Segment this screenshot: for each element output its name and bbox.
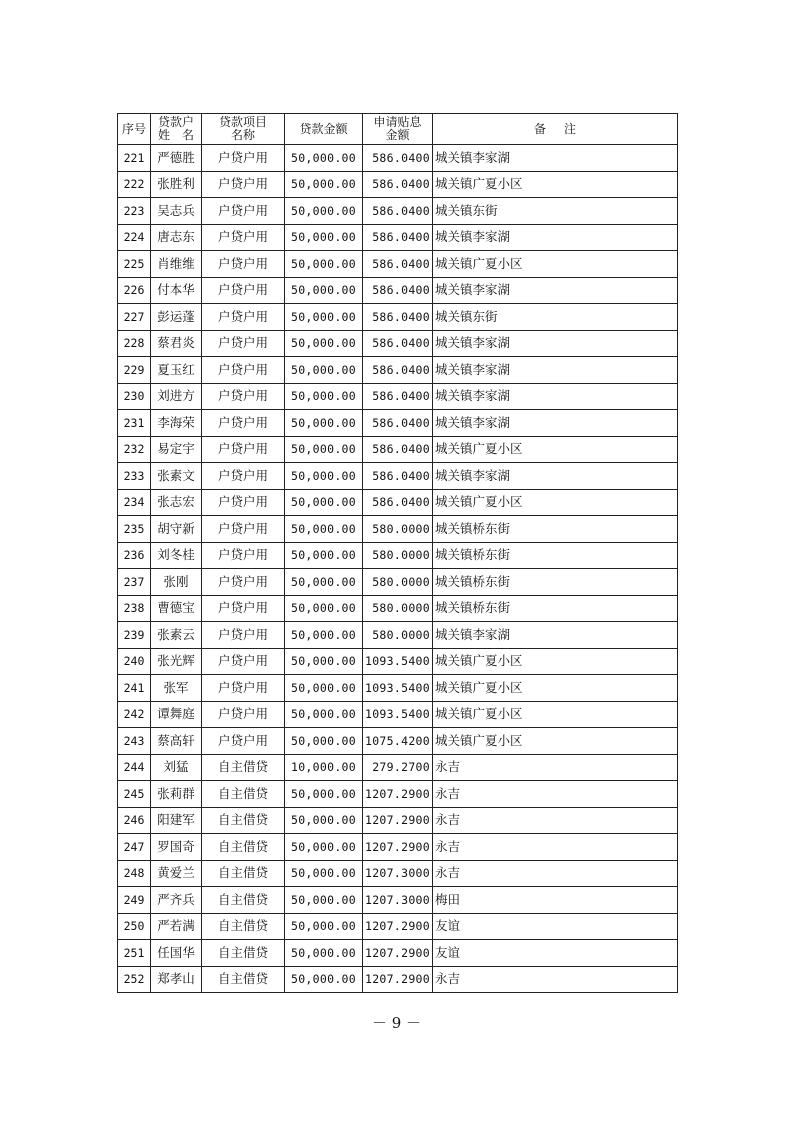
table-row: [118, 251, 678, 278]
row-subsidy-amount: 1207.2900: [363, 966, 433, 993]
row-subsidy-amount: 1093.5400: [363, 701, 433, 728]
table-row: [118, 622, 678, 649]
row-loan-amount: 50,000.00: [285, 913, 363, 940]
row-project-name: 户贷户用: [202, 357, 285, 384]
row-project-name: 户贷户用: [202, 516, 285, 543]
row-project-name: 户贷户用: [202, 410, 285, 437]
row-loan-amount: 50,000.00: [285, 489, 363, 516]
table-row: [118, 701, 678, 728]
row-project-name: 户贷户用: [202, 542, 285, 569]
table-row: [118, 542, 678, 569]
row-loan-amount: 50,000.00: [285, 198, 363, 225]
header-borrower-line1: 贷款户: [157, 115, 194, 129]
table-row: [118, 198, 678, 225]
row-borrower-name: 夏玉红: [151, 357, 202, 384]
table-row: [118, 781, 678, 808]
row-subsidy-amount: 586.0400: [363, 145, 433, 172]
row-borrower-name: 刘进方: [151, 383, 202, 410]
row-borrower-name: 吴志兵: [151, 198, 202, 225]
row-note: 城关镇东街: [433, 304, 678, 331]
row-note: 永吉: [433, 754, 678, 781]
loan-subsidy-table: [117, 113, 678, 993]
row-note: 友谊: [433, 940, 678, 967]
row-project-name: 户贷户用: [202, 648, 285, 675]
table-row: [118, 940, 678, 967]
row-seq: 238: [118, 595, 151, 622]
row-project-name: 户贷户用: [202, 728, 285, 755]
row-loan-amount: 50,000.00: [285, 648, 363, 675]
row-borrower-name: 胡守新: [151, 516, 202, 543]
row-borrower-name: 郑孝山: [151, 966, 202, 993]
row-borrower-name: 严齐兵: [151, 887, 202, 914]
row-seq: 231: [118, 410, 151, 437]
row-subsidy-amount: 1207.2900: [363, 781, 433, 808]
row-note: 永吉: [433, 860, 678, 887]
row-borrower-name: 张军: [151, 675, 202, 702]
table-header-row: [118, 114, 678, 145]
row-subsidy-amount: 580.0000: [363, 595, 433, 622]
table-row: [118, 675, 678, 702]
row-note: 城关镇广夏小区: [433, 701, 678, 728]
page-number: － 9 －: [371, 1014, 422, 1032]
row-loan-amount: 50,000.00: [285, 463, 363, 490]
row-seq: 232: [118, 436, 151, 463]
row-subsidy-amount: 1207.2900: [363, 913, 433, 940]
row-subsidy-amount: 586.0400: [363, 383, 433, 410]
table-row: [118, 171, 678, 198]
row-seq: 242: [118, 701, 151, 728]
row-subsidy-amount: 1207.2900: [363, 834, 433, 861]
row-note: 城关镇李家湖: [433, 357, 678, 384]
table-row: [118, 463, 678, 490]
row-note: 城关镇广夏小区: [433, 251, 678, 278]
table-row: [118, 648, 678, 675]
row-seq: 243: [118, 728, 151, 755]
row-borrower-name: 严若满: [151, 913, 202, 940]
row-seq: 250: [118, 913, 151, 940]
row-loan-amount: 50,000.00: [285, 436, 363, 463]
row-seq: 251: [118, 940, 151, 967]
row-subsidy-amount: 1075.4200: [363, 728, 433, 755]
row-borrower-name: 黄爱兰: [151, 860, 202, 887]
row-project-name: 户贷户用: [202, 277, 285, 304]
row-borrower-name: 李海荣: [151, 410, 202, 437]
table-row: [118, 410, 678, 437]
row-project-name: 自主借贷: [202, 940, 285, 967]
row-borrower-name: 张志宏: [151, 489, 202, 516]
row-seq: 252: [118, 966, 151, 993]
row-seq: 228: [118, 330, 151, 357]
row-borrower-name: 张胜利: [151, 171, 202, 198]
header-project: [202, 114, 285, 145]
row-subsidy-amount: 586.0400: [363, 330, 433, 357]
row-project-name: 户贷户用: [202, 145, 285, 172]
row-project-name: 户贷户用: [202, 251, 285, 278]
row-subsidy-amount: 586.0400: [363, 489, 433, 516]
row-project-name: 户贷户用: [202, 463, 285, 490]
header-amount: 贷款金额: [285, 114, 363, 145]
row-note: 友谊: [433, 913, 678, 940]
row-project-name: 户贷户用: [202, 675, 285, 702]
header-borrower-line2: 姓 名: [157, 128, 194, 142]
row-loan-amount: 50,000.00: [285, 675, 363, 702]
row-seq: 247: [118, 834, 151, 861]
table-row: [118, 860, 678, 887]
row-loan-amount: 50,000.00: [285, 728, 363, 755]
row-subsidy-amount: 580.0000: [363, 622, 433, 649]
row-subsidy-amount: 1207.3000: [363, 860, 433, 887]
table-row: [118, 436, 678, 463]
row-seq: 230: [118, 383, 151, 410]
table-row: [118, 277, 678, 304]
row-seq: 224: [118, 224, 151, 251]
row-subsidy-amount: 586.0400: [363, 463, 433, 490]
row-borrower-name: 张光辉: [151, 648, 202, 675]
table-row: [118, 913, 678, 940]
table-row: [118, 807, 678, 834]
table-row: [118, 966, 678, 993]
row-subsidy-amount: 580.0000: [363, 516, 433, 543]
row-note: 永吉: [433, 807, 678, 834]
row-project-name: 户贷户用: [202, 304, 285, 331]
row-seq: 249: [118, 887, 151, 914]
row-loan-amount: 50,000.00: [285, 357, 363, 384]
row-note: 城关镇广夏小区: [433, 436, 678, 463]
row-loan-amount: 50,000.00: [285, 781, 363, 808]
row-note: 城关镇桥东街: [433, 542, 678, 569]
row-borrower-name: 罗国奇: [151, 834, 202, 861]
row-borrower-name: 付本华: [151, 277, 202, 304]
table-row: [118, 516, 678, 543]
row-seq: 235: [118, 516, 151, 543]
row-project-name: 自主借贷: [202, 754, 285, 781]
table-row: [118, 834, 678, 861]
row-borrower-name: 蔡高轩: [151, 728, 202, 755]
row-note: 城关镇广夏小区: [433, 489, 678, 516]
row-borrower-name: 曹德宝: [151, 595, 202, 622]
row-subsidy-amount: 586.0400: [363, 436, 433, 463]
row-note: 永吉: [433, 834, 678, 861]
row-loan-amount: 50,000.00: [285, 807, 363, 834]
row-project-name: 自主借贷: [202, 860, 285, 887]
row-seq: 240: [118, 648, 151, 675]
row-borrower-name: 任国华: [151, 940, 202, 967]
row-project-name: 户贷户用: [202, 224, 285, 251]
table-row: [118, 754, 678, 781]
row-seq: 223: [118, 198, 151, 225]
row-note: 城关镇桥东街: [433, 569, 678, 596]
row-borrower-name: 张素云: [151, 622, 202, 649]
row-note: 城关镇东街: [433, 198, 678, 225]
table-body: [118, 145, 678, 993]
row-loan-amount: 50,000.00: [285, 304, 363, 331]
row-subsidy-amount: 1207.2900: [363, 940, 433, 967]
row-loan-amount: 50,000.00: [285, 701, 363, 728]
row-subsidy-amount: 586.0400: [363, 171, 433, 198]
row-project-name: 自主借贷: [202, 887, 285, 914]
row-project-name: 自主借贷: [202, 913, 285, 940]
row-borrower-name: 阳建军: [151, 807, 202, 834]
row-borrower-name: 刘冬桂: [151, 542, 202, 569]
row-loan-amount: 50,000.00: [285, 940, 363, 967]
row-loan-amount: 50,000.00: [285, 569, 363, 596]
row-note: 城关镇李家湖: [433, 410, 678, 437]
row-seq: 237: [118, 569, 151, 596]
row-subsidy-amount: 586.0400: [363, 251, 433, 278]
row-project-name: 户贷户用: [202, 383, 285, 410]
row-project-name: 户贷户用: [202, 489, 285, 516]
row-project-name: 户贷户用: [202, 198, 285, 225]
loan-subsidy-table-sheet: [117, 113, 677, 993]
row-project-name: 户贷户用: [202, 171, 285, 198]
row-subsidy-amount: 586.0400: [363, 410, 433, 437]
row-seq: 244: [118, 754, 151, 781]
row-seq: 241: [118, 675, 151, 702]
row-loan-amount: 50,000.00: [285, 251, 363, 278]
row-subsidy-amount: 279.2700: [363, 754, 433, 781]
row-borrower-name: 张素文: [151, 463, 202, 490]
row-subsidy-amount: 580.0000: [363, 569, 433, 596]
row-loan-amount: 50,000.00: [285, 595, 363, 622]
row-note: 永吉: [433, 966, 678, 993]
row-note: 城关镇李家湖: [433, 383, 678, 410]
row-seq: 246: [118, 807, 151, 834]
row-project-name: 自主借贷: [202, 834, 285, 861]
row-seq: 227: [118, 304, 151, 331]
row-note: 城关镇李家湖: [433, 277, 678, 304]
row-subsidy-amount: 1207.2900: [363, 807, 433, 834]
row-subsidy-amount: 1093.5400: [363, 648, 433, 675]
row-seq: 233: [118, 463, 151, 490]
row-loan-amount: 50,000.00: [285, 860, 363, 887]
row-loan-amount: 50,000.00: [285, 887, 363, 914]
row-borrower-name: 蔡君炎: [151, 330, 202, 357]
row-subsidy-amount: 586.0400: [363, 224, 433, 251]
row-loan-amount: 50,000.00: [285, 383, 363, 410]
row-loan-amount: 50,000.00: [285, 966, 363, 993]
header-project-line1: 贷款项目: [218, 115, 267, 129]
row-seq: 229: [118, 357, 151, 384]
row-seq: 225: [118, 251, 151, 278]
row-loan-amount: 50,000.00: [285, 834, 363, 861]
row-loan-amount: 50,000.00: [285, 622, 363, 649]
row-subsidy-amount: 1093.5400: [363, 675, 433, 702]
row-borrower-name: 刘猛: [151, 754, 202, 781]
header-subsidy: [363, 114, 433, 145]
row-loan-amount: 10,000.00: [285, 754, 363, 781]
row-project-name: 自主借贷: [202, 966, 285, 993]
row-note: 城关镇广夏小区: [433, 728, 678, 755]
table-row: [118, 489, 678, 516]
row-seq: 234: [118, 489, 151, 516]
row-subsidy-amount: 586.0400: [363, 357, 433, 384]
table-row: [118, 357, 678, 384]
row-loan-amount: 50,000.00: [285, 171, 363, 198]
row-borrower-name: 唐志东: [151, 224, 202, 251]
row-note: 城关镇李家湖: [433, 622, 678, 649]
row-note: 城关镇广夏小区: [433, 675, 678, 702]
row-seq: 226: [118, 277, 151, 304]
row-loan-amount: 50,000.00: [285, 224, 363, 251]
header-project-line2: 名称: [230, 128, 255, 142]
header-seq: 序号: [118, 114, 151, 145]
table-row: [118, 728, 678, 755]
table-row: [118, 569, 678, 596]
table-row: [118, 145, 678, 172]
row-borrower-name: 肖维维: [151, 251, 202, 278]
row-note: 城关镇桥东街: [433, 516, 678, 543]
table-row: [118, 330, 678, 357]
row-loan-amount: 50,000.00: [285, 516, 363, 543]
row-loan-amount: 50,000.00: [285, 542, 363, 569]
row-note: 城关镇广夏小区: [433, 648, 678, 675]
row-project-name: 户贷户用: [202, 569, 285, 596]
row-seq: 239: [118, 622, 151, 649]
row-subsidy-amount: 586.0400: [363, 198, 433, 225]
row-note: 城关镇李家湖: [433, 330, 678, 357]
row-seq: 245: [118, 781, 151, 808]
table-row: [118, 887, 678, 914]
row-seq: 222: [118, 171, 151, 198]
table-row: [118, 383, 678, 410]
header-subsidy-line1: 申请贴息: [373, 115, 422, 129]
row-seq: 236: [118, 542, 151, 569]
row-project-name: 户贷户用: [202, 622, 285, 649]
row-note: 永吉: [433, 781, 678, 808]
row-loan-amount: 50,000.00: [285, 277, 363, 304]
row-loan-amount: 50,000.00: [285, 145, 363, 172]
row-project-name: 户贷户用: [202, 701, 285, 728]
row-borrower-name: 彭运蓬: [151, 304, 202, 331]
row-note: 城关镇李家湖: [433, 224, 678, 251]
table-row: [118, 595, 678, 622]
row-project-name: 自主借贷: [202, 781, 285, 808]
row-project-name: 户贷户用: [202, 595, 285, 622]
row-seq: 221: [118, 145, 151, 172]
row-project-name: 户贷户用: [202, 436, 285, 463]
row-subsidy-amount: 586.0400: [363, 304, 433, 331]
row-loan-amount: 50,000.00: [285, 330, 363, 357]
row-subsidy-amount: 580.0000: [363, 542, 433, 569]
row-note: 城关镇李家湖: [433, 145, 678, 172]
row-borrower-name: 易定宇: [151, 436, 202, 463]
header-subsidy-line2: 金额: [385, 128, 410, 142]
table-row: [118, 224, 678, 251]
row-project-name: 自主借贷: [202, 807, 285, 834]
row-project-name: 户贷户用: [202, 330, 285, 357]
header-note: 备注: [433, 114, 678, 145]
row-borrower-name: 严德胜: [151, 145, 202, 172]
row-note: 城关镇广夏小区: [433, 171, 678, 198]
row-subsidy-amount: 1207.3000: [363, 887, 433, 914]
row-loan-amount: 50,000.00: [285, 410, 363, 437]
row-subsidy-amount: 586.0400: [363, 277, 433, 304]
row-borrower-name: 张刚: [151, 569, 202, 596]
row-note: 城关镇桥东街: [433, 595, 678, 622]
table-row: [118, 304, 678, 331]
header-borrower: [151, 114, 202, 145]
row-borrower-name: 谭舞庭: [151, 701, 202, 728]
row-borrower-name: 张莉群: [151, 781, 202, 808]
row-seq: 248: [118, 860, 151, 887]
row-note: 城关镇李家湖: [433, 463, 678, 490]
row-note: 梅田: [433, 887, 678, 914]
